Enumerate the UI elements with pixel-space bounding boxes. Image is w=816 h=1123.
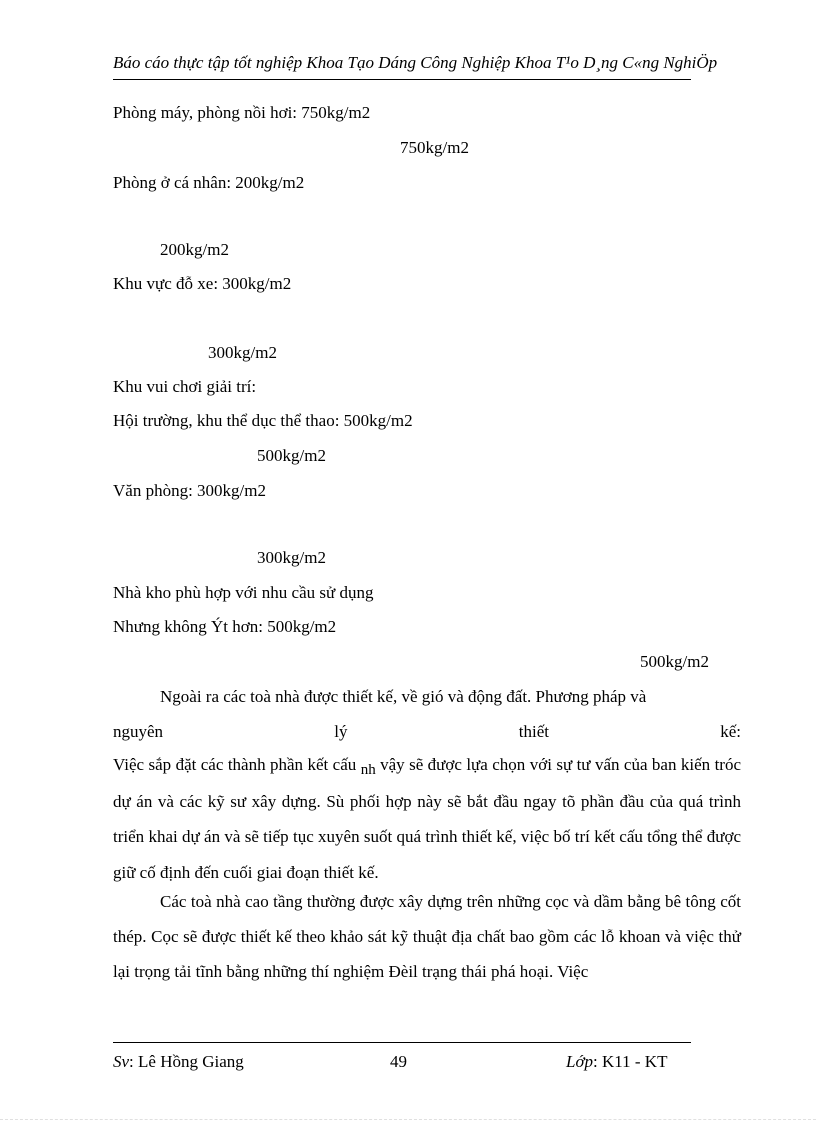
load-value-office: 300kg/m2	[257, 548, 326, 567]
spread-word: kế:	[720, 722, 741, 741]
paragraph-2: Các toà nhà cao tầng thường được xây dựng trên những cọc và dầm bằng bê tông cốt thép. Cọc sẽ được thiết kế theo khảo sát kỹ thuật địa chất bao gồm các lỗ khoan và việc thử lại trọng tải tĩnh bằng những thí nghiệm Ðèil trạng thái phá hoại. Việc	[113, 892, 741, 982]
load-private-room: Phòng ở cá nhân: 200kg/m2	[113, 173, 305, 192]
footer-page-number: 49	[390, 1052, 407, 1071]
footer-divider	[113, 1042, 691, 1043]
spread-word: nguyên	[113, 722, 164, 741]
subscript-fragment: nh	[360, 762, 376, 778]
spread-word: thiết	[518, 722, 549, 741]
page-header: Báo cáo thực tập tốt nghiệp Khoa Tạo Dáng Công Nghiệp Khoa T¹o D¸ng C«ng NghiÖp	[113, 53, 718, 72]
spread-word: lý	[334, 722, 348, 741]
header-divider	[113, 79, 691, 80]
load-value-machine-room: 750kg/m2	[400, 138, 469, 157]
page-bottom-dashed-border	[0, 1119, 816, 1120]
load-entertainment: Khu vui chơi giải trí:	[113, 377, 257, 396]
load-warehouse: Nhà kho phù hợp với nhu cầu sử dụng	[113, 583, 374, 602]
load-office: Văn phòng: 300kg/m2	[113, 481, 266, 500]
load-hall-sports: Hội trường, khu thể dục thể thao: 500kg/m2	[113, 411, 413, 430]
footer-class: Lớp: K11 - KT	[566, 1052, 668, 1071]
paragraph-1-line-1: Ngoài ra các toà nhà được thiết kế, về gió và động đất. Phương pháp và	[160, 687, 647, 706]
paragraph-1-spread-line	[113, 722, 741, 742]
load-machine-room: Phòng máy, phòng nồi hơi: 750kg/m2	[113, 103, 371, 122]
load-parking: Khu vực đỗ xe: 300kg/m2	[113, 274, 292, 293]
footer-student: Sv: Lê Hồng Giang	[113, 1052, 244, 1071]
load-value-hall-sports: 500kg/m2	[257, 446, 326, 465]
load-value-private-room: 200kg/m2	[160, 240, 229, 259]
load-value-parking: 300kg/m2	[208, 343, 277, 362]
load-warehouse-min: Nhưng không Ýt hơn: 500kg/m2	[113, 617, 337, 636]
load-value-warehouse: 500kg/m2	[640, 652, 709, 671]
paragraph-1-body: Việc sắp đặt các thành phần kết cấu nh vậy sẽ được lựa chọn với sự tư vấn của ban kiến tróc dự án và các kỹ sư xây dựng. Sù phối hợp này sẽ bắt đầu ngay tõ phần đầu của quá trình triển khai dự án và sẽ tiếp tục xuyên suốt quá trình thiết kế, việc bố trí kết cấu tổng thể được giữ cố định đến cuối giai đoạn thiết kế.	[113, 755, 742, 882]
